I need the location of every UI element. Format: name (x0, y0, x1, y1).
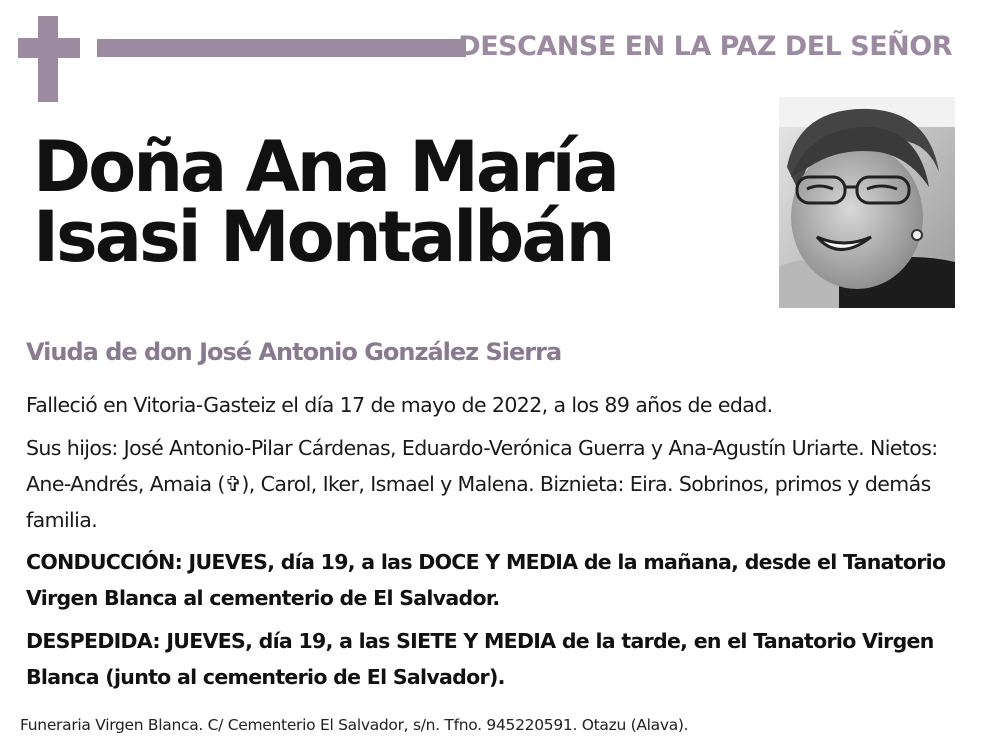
header-rule (97, 39, 466, 57)
name-line-1: Doña Ana María (33, 126, 617, 208)
family-list: Sus hijos: José Antonio-Pilar Cárdenas, Eduardo-Verónica Guerra y Ana-Agustín Uriarte. Nietos: Ane-Andrés, Amaia (✞), Carol, Iker, Ismael y Malena. Biznieta: Eira. Sobrinos, primos y demás familia. (26, 436, 938, 532)
deceased-name (33, 126, 733, 278)
header-motto: DESCANSE EN LA PAZ DEL SEÑOR (458, 31, 952, 62)
farewell-notice: DESPEDIDA: JUEVES, día 19, a las SIETE Y MEDIA de la tarde, en el Tanatorio Virgen Blanca (junto al cementerio de El Salvador). (26, 629, 934, 689)
name-line-2: Isasi Montalbán (33, 196, 613, 278)
portrait-photo (779, 97, 955, 308)
funeral-home-footer: Funeraria Virgen Blanca. C/ Cementerio El Salvador, s/n. Tfno. 945220591. Otazu (Alava). (20, 716, 689, 734)
conduction-notice: CONDUCCIÓN: JUEVES, día 19, a las DOCE Y MEDIA de la mañana, desde el Tanatorio Virgen Blanca al cementerio de El Salvador. (26, 550, 946, 610)
widow-subtitle: Viuda de don José Antonio González Sierra (26, 338, 562, 366)
death-notice: Falleció en Vitoria-Gasteiz el día 17 de mayo de 2022, a los 89 años de edad. (26, 393, 773, 417)
